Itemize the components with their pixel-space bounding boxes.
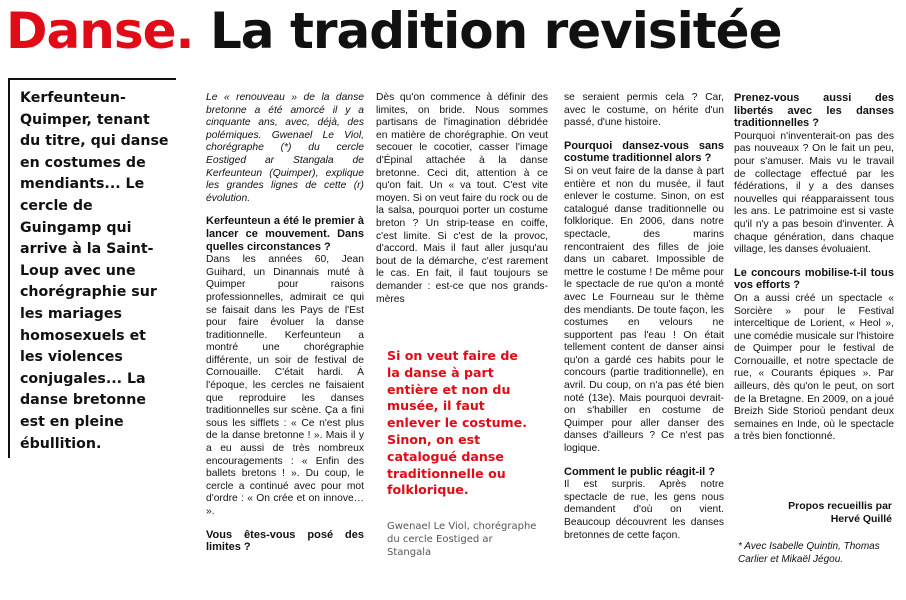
- question-1: Kerfeunteun a été le premier à lancer ce mouvement. Dans quelles circonstances ?: [206, 215, 364, 253]
- headline-section: Danse.: [6, 2, 194, 60]
- footnote: * Avec Isabelle Quintin, Thomas Carlier et Mikaël Jégou.: [738, 541, 880, 565]
- column-4: [734, 92, 894, 444]
- answer-2-continued: se seraient permis cela ? Car, avec le costume, on hérite d'un passé, d'une histoire.: [564, 92, 724, 129]
- answer-1: Dans les années 60, Jean Guihard, un Dinannais muté à Quimper pour raisons professionnelles, admirait ce qui se faisait dans les Pays de l'Est pour faire évoluer la danse traditionnelle. Kerfeunteun a montré une chorégraphie différente, un soir de festival de Cornouaille. C'était hardi. À l'époque, les cercles ne faisaient que reproduire les danses traditionnelles sur scène. Ça a fini sous les sifflets : « Ce n'est plus de la danse bretonne ! ». Mais il y a eu aussi de très nombreux encouragements : « Enfin des ballets bretons ! ». Du coup, le cercle a continué avec pour mot d'ordre : « On crée et on innove… ».: [206, 254, 364, 517]
- column-2: [376, 92, 548, 306]
- answer-6: On a aussi créé un spectacle « Sorcière » pour le Festival interceltique de Lorient, « Heol », une comédie musicale sur l'histoire de Quimper pour le festival de Cornouaille, et notre spectacle de rue, « Courants épiques ». Par ailleurs, dès qu'on le peut, on sort de la Bretagne. En 2009, on a joué Breizh Side Storioù pendant deux semaines en Inde, où le spectacle a très bien fonctionné.: [734, 292, 894, 443]
- interview-credit: Propos recueillis par Hervé Quillé: [788, 500, 892, 525]
- answer-3: Si on veut faire de la danse à part entière et non du musée, il faut enlever le costume. Sinon, on est catalogué danse traditionnelle ou folklorique. En 2006, dans notre spectacle, des marins rencontraient des filles de joie dans un cabaret. Impossible de mettre le costume ! De même pour le spectacle de rue qu'on a monté avec Le Fourneau sur le thème des mendiants. De toute façon, les costumes en velours ne supportent pas l'eau ! On était tellement content de danser ainsi qu'on a gardé ces habits pour le concours (partie traditionnelle), en avril. Du coup, on n'a pas été bien noté (13e). Mais pourquoi devrait-on s'habiller en costume de Quimper pour aller danser des danses d'ailleurs ? Ce n'est pas logique.: [564, 165, 724, 455]
- headline: [6, 0, 782, 62]
- pull-quote: Si on veut faire de la danse à part entière et non du musée, il faut enlever le costume. Sinon, on est catalogué danse traditionnelle ou folklorique.: [387, 348, 528, 498]
- column-3: [564, 92, 724, 542]
- answer-4: Il est surpris. Après notre spectacle de rue, les gens nous demandent d'où on vient. Beaucoup découvrent les danses bretonnes de cette façon.: [564, 479, 724, 541]
- lead-paragraph: Le « renouveau » de la danse bretonne a été amorcé il y a cinquante ans, avec, déjà, des polémiques. Gwenael Le Viol, chorégraphe (*) du cercle Eostiged ar Stangala de Kerfeunteun (Quimper), explique les grandes lignes de cette (r) évolution.: [206, 92, 364, 204]
- intro-text: Kerfeunteun-Quimper, tenant du titre, qui danse en costumes de mendiants... Le cercle de Guingamp qui arrive à la Saint-Loup avec une chorégraphie sur les mariages homosexuels et les violences conjugales... La danse bretonne est en pleine ébullition.: [8, 78, 176, 458]
- question-5: Prenez-vous aussi des libertés avec les danses traditionnelles ?: [734, 92, 894, 130]
- headline-title: La tradition revisitée: [209, 2, 782, 60]
- question-3: Pourquoi dansez-vous sans costume traditionnel alors ?: [564, 139, 724, 165]
- pull-quote-author: Gwenael Le Viol, chorégraphe du cercle Eostiged ar Stangala: [387, 521, 537, 558]
- column-1: [206, 92, 364, 555]
- answer-5: Pourquoi n'inventerait-on pas des pas nouveaux ? On le fait un peu, pour s'amuser. Mais vu le travail de collectage effectué par les fédérations, il y a des danses nouvelles qui réapparaissent tous les ans. Le patrimoine est si vaste qu'il n'y a pas besoin d'inventer. À chaque génération, dans chaque village, les danses évoluaient.: [734, 130, 894, 256]
- question-4: Comment le public réagit-il ?: [564, 465, 715, 478]
- answer-2: Dès qu'on commence à définir des limites, on bride. Nous sommes partisans de l'imagination débridée en matière de chorégraphie. On veut secouer le cocotier, casser l'image d'Épinal attachée à la danse bretonne. Ceci dit, attention à ce qu'on fait. Un « va tout. C'est vite moyen. Si on veut faire du rock ou de la salsa, pourquoi porter un costume breton ? Un strip-tease en coiffe, c'est limite. Si c'est de la provoc, d'accord. Mais il faut aller jusqu'au bout de la démarche, c'est rarement le cas. En fait, il faut toujours se demander : est-ce que nos grands-mères: [376, 92, 548, 305]
- question-6: Le concours mobilise-t-il tous vos efforts ?: [734, 266, 894, 292]
- question-2: Vous êtes-vous posé des limites ?: [206, 528, 364, 554]
